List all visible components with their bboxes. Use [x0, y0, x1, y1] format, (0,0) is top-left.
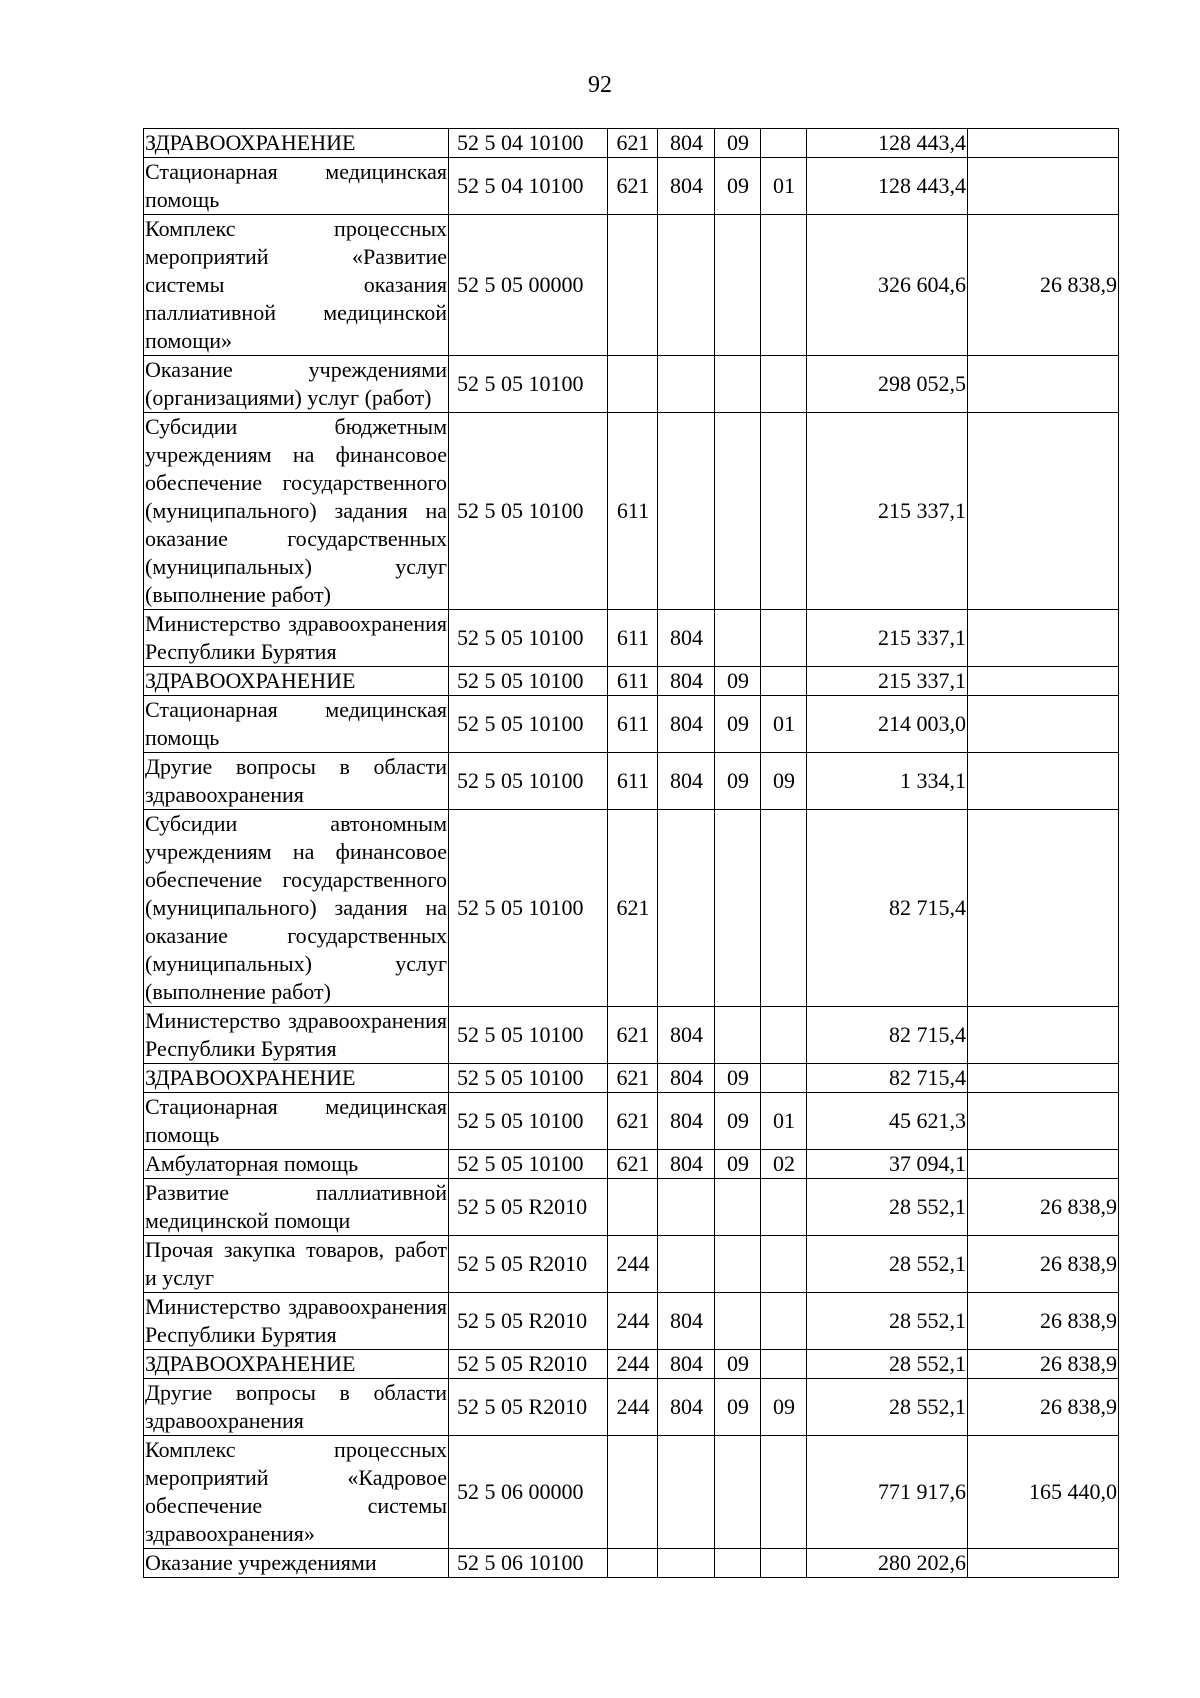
subsection-cell: 09 — [761, 753, 807, 810]
section-cell — [715, 610, 761, 667]
table-row — [144, 753, 1119, 810]
subsection-cell: 09 — [761, 1379, 807, 1436]
table-row — [144, 1379, 1119, 1436]
federal-amount-cell — [968, 1150, 1119, 1179]
target-code-cell: 52 5 05 10100 — [449, 413, 608, 610]
ministry-code-cell: 804 — [658, 1150, 715, 1179]
row-name-cell: Стационарная медицинская помощь — [144, 696, 449, 753]
amount-cell: 280 202,6 — [807, 1549, 968, 1578]
federal-amount-cell — [968, 1549, 1119, 1578]
table-row — [144, 1179, 1119, 1236]
expense-type-cell: 244 — [608, 1350, 658, 1379]
subsection-cell — [761, 1549, 807, 1578]
section-cell: 09 — [715, 129, 761, 158]
federal-amount-cell — [968, 413, 1119, 610]
amount-cell: 28 552,1 — [807, 1236, 968, 1293]
federal-amount-cell: 26 838,9 — [968, 1293, 1119, 1350]
federal-amount-cell — [968, 129, 1119, 158]
ministry-code-cell: 804 — [658, 158, 715, 215]
subsection-cell — [761, 667, 807, 696]
target-code-cell: 52 5 05 10100 — [449, 667, 608, 696]
section-cell — [715, 1179, 761, 1236]
amount-cell: 82 715,4 — [807, 1007, 968, 1064]
subsection-cell: 01 — [761, 158, 807, 215]
row-name-cell: Субсидии бюджетным учреждениям на финансовое обеспечение государственного (муниципального) задания на оказание государственных (муниципальных) услуг (выполнение работ) — [144, 413, 449, 610]
amount-cell: 28 552,1 — [807, 1293, 968, 1350]
table-row — [144, 1064, 1119, 1093]
ministry-code-cell: 804 — [658, 1064, 715, 1093]
subsection-cell — [761, 1350, 807, 1379]
target-code-cell: 52 5 05 R2010 — [449, 1379, 608, 1436]
table-row — [144, 1293, 1119, 1350]
ministry-code-cell: 804 — [658, 753, 715, 810]
federal-amount-cell — [968, 1093, 1119, 1150]
subsection-cell — [761, 1064, 807, 1093]
table-row — [144, 129, 1119, 158]
federal-amount-cell — [968, 356, 1119, 413]
federal-amount-cell: 26 838,9 — [968, 1179, 1119, 1236]
expense-type-cell: 621 — [608, 1150, 658, 1179]
ministry-code-cell: 804 — [658, 696, 715, 753]
amount-cell: 298 052,5 — [807, 356, 968, 413]
section-cell — [715, 356, 761, 413]
target-code-cell: 52 5 05 00000 — [449, 215, 608, 356]
ministry-code-cell: 804 — [658, 610, 715, 667]
subsection-cell — [761, 356, 807, 413]
table-row — [144, 1093, 1119, 1150]
federal-amount-cell — [968, 810, 1119, 1007]
expense-type-cell: 621 — [608, 1093, 658, 1150]
ministry-code-cell: 804 — [658, 1379, 715, 1436]
table-row — [144, 215, 1119, 356]
ministry-code-cell — [658, 810, 715, 1007]
expense-type-cell: 621 — [608, 129, 658, 158]
row-name-cell: ЗДРАВООХРАНЕНИЕ — [144, 1350, 449, 1379]
subsection-cell — [761, 1007, 807, 1064]
ministry-code-cell: 804 — [658, 1093, 715, 1150]
table-row — [144, 610, 1119, 667]
target-code-cell: 52 5 05 10100 — [449, 753, 608, 810]
row-name-cell: Субсидии автономным учреждениям на финансовое обеспечение государственного (муниципального) задания на оказание государственных (муниципальных) услуг (выполнение работ) — [144, 810, 449, 1007]
section-cell — [715, 215, 761, 356]
section-cell: 09 — [715, 667, 761, 696]
budget-table — [143, 128, 1119, 1578]
row-name-cell: Стационарная медицинская помощь — [144, 158, 449, 215]
section-cell — [715, 810, 761, 1007]
subsection-cell — [761, 1179, 807, 1236]
section-cell: 09 — [715, 753, 761, 810]
table-row — [144, 1007, 1119, 1064]
ministry-code-cell — [658, 1436, 715, 1549]
amount-cell: 45 621,3 — [807, 1093, 968, 1150]
table-row — [144, 810, 1119, 1007]
page-number: 92 — [588, 72, 612, 98]
expense-type-cell: 611 — [608, 667, 658, 696]
row-name-cell: Другие вопросы в области здравоохранения — [144, 753, 449, 810]
amount-cell: 82 715,4 — [807, 1064, 968, 1093]
row-name-cell: Стационарная медицинская помощь — [144, 1093, 449, 1150]
row-name-cell: Комплекс процессных мероприятий «Кадровое обеспечение системы здравоохранения» — [144, 1436, 449, 1549]
ministry-code-cell: 804 — [658, 1293, 715, 1350]
amount-cell: 128 443,4 — [807, 158, 968, 215]
target-code-cell: 52 5 05 R2010 — [449, 1236, 608, 1293]
expense-type-cell: 244 — [608, 1293, 658, 1350]
subsection-cell: 02 — [761, 1150, 807, 1179]
amount-cell: 214 003,0 — [807, 696, 968, 753]
ministry-code-cell — [658, 215, 715, 356]
row-name-cell: Министерство здравоохранения Республики Бурятия — [144, 610, 449, 667]
amount-cell: 28 552,1 — [807, 1179, 968, 1236]
section-cell: 09 — [715, 696, 761, 753]
subsection-cell — [761, 215, 807, 356]
expense-type-cell: 621 — [608, 810, 658, 1007]
ministry-code-cell — [658, 1549, 715, 1578]
amount-cell: 215 337,1 — [807, 413, 968, 610]
target-code-cell: 52 5 05 10100 — [449, 610, 608, 667]
subsection-cell — [761, 413, 807, 610]
row-name-cell: ЗДРАВООХРАНЕНИЕ — [144, 1064, 449, 1093]
ministry-code-cell: 804 — [658, 1007, 715, 1064]
federal-amount-cell — [968, 158, 1119, 215]
expense-type-cell — [608, 1549, 658, 1578]
target-code-cell: 52 5 05 10100 — [449, 356, 608, 413]
table-row — [144, 1150, 1119, 1179]
section-cell: 09 — [715, 1150, 761, 1179]
target-code-cell: 52 5 05 10100 — [449, 1064, 608, 1093]
federal-amount-cell — [968, 667, 1119, 696]
target-code-cell: 52 5 05 10100 — [449, 1150, 608, 1179]
expense-type-cell: 244 — [608, 1236, 658, 1293]
expense-type-cell: 621 — [608, 1064, 658, 1093]
target-code-cell: 52 5 06 00000 — [449, 1436, 608, 1549]
amount-cell: 1 334,1 — [807, 753, 968, 810]
expense-type-cell — [608, 215, 658, 356]
section-cell — [715, 1436, 761, 1549]
ministry-code-cell — [658, 1179, 715, 1236]
amount-cell: 28 552,1 — [807, 1350, 968, 1379]
expense-type-cell: 621 — [608, 1007, 658, 1064]
ministry-code-cell: 804 — [658, 667, 715, 696]
amount-cell: 37 094,1 — [807, 1150, 968, 1179]
ministry-code-cell: 804 — [658, 129, 715, 158]
federal-amount-cell: 26 838,9 — [968, 1350, 1119, 1379]
target-code-cell: 52 5 06 10100 — [449, 1549, 608, 1578]
expense-type-cell: 611 — [608, 696, 658, 753]
subsection-cell — [761, 129, 807, 158]
amount-cell: 28 552,1 — [807, 1379, 968, 1436]
expense-type-cell: 611 — [608, 610, 658, 667]
row-name-cell: Министерство здравоохранения Республики Бурятия — [144, 1293, 449, 1350]
section-cell — [715, 1293, 761, 1350]
section-cell — [715, 1236, 761, 1293]
ministry-code-cell — [658, 356, 715, 413]
subsection-cell: 01 — [761, 696, 807, 753]
federal-amount-cell: 165 440,0 — [968, 1436, 1119, 1549]
ministry-code-cell: 804 — [658, 1350, 715, 1379]
table-row — [144, 1549, 1119, 1578]
expense-type-cell: 611 — [608, 413, 658, 610]
row-name-cell: Оказание учреждениями — [144, 1549, 449, 1578]
row-name-cell: Амбулаторная помощь — [144, 1150, 449, 1179]
section-cell: 09 — [715, 158, 761, 215]
row-name-cell: Комплекс процессных мероприятий «Развитие системы оказания паллиативной медицинской помощи» — [144, 215, 449, 356]
row-name-cell: Оказание учреждениями (организациями) услуг (работ) — [144, 356, 449, 413]
row-name-cell: Министерство здравоохранения Республики Бурятия — [144, 1007, 449, 1064]
target-code-cell: 52 5 05 R2010 — [449, 1179, 608, 1236]
section-cell: 09 — [715, 1093, 761, 1150]
expense-type-cell — [608, 1179, 658, 1236]
table-row — [144, 667, 1119, 696]
target-code-cell: 52 5 04 10100 — [449, 158, 608, 215]
section-cell — [715, 1549, 761, 1578]
target-code-cell: 52 5 05 10100 — [449, 696, 608, 753]
target-code-cell: 52 5 05 10100 — [449, 1093, 608, 1150]
subsection-cell: 01 — [761, 1093, 807, 1150]
row-name-cell: Развитие паллиативной медицинской помощи — [144, 1179, 449, 1236]
federal-amount-cell — [968, 610, 1119, 667]
row-name-cell: ЗДРАВООХРАНЕНИЕ — [144, 129, 449, 158]
expense-type-cell — [608, 356, 658, 413]
amount-cell: 215 337,1 — [807, 667, 968, 696]
expense-type-cell: 244 — [608, 1379, 658, 1436]
federal-amount-cell — [968, 696, 1119, 753]
section-cell: 09 — [715, 1064, 761, 1093]
table-row — [144, 696, 1119, 753]
table-row — [144, 1436, 1119, 1549]
table-row — [144, 1236, 1119, 1293]
ministry-code-cell — [658, 1236, 715, 1293]
amount-cell: 326 604,6 — [807, 215, 968, 356]
table-row — [144, 158, 1119, 215]
expense-type-cell — [608, 1436, 658, 1549]
federal-amount-cell: 26 838,9 — [968, 1236, 1119, 1293]
amount-cell: 215 337,1 — [807, 610, 968, 667]
federal-amount-cell — [968, 1007, 1119, 1064]
federal-amount-cell: 26 838,9 — [968, 1379, 1119, 1436]
target-code-cell: 52 5 05 R2010 — [449, 1293, 608, 1350]
subsection-cell — [761, 1293, 807, 1350]
federal-amount-cell — [968, 753, 1119, 810]
subsection-cell — [761, 1436, 807, 1549]
subsection-cell — [761, 610, 807, 667]
amount-cell: 128 443,4 — [807, 129, 968, 158]
table-body — [144, 129, 1119, 1578]
target-code-cell: 52 5 05 10100 — [449, 1007, 608, 1064]
table-row — [144, 413, 1119, 610]
table-row — [144, 1350, 1119, 1379]
table-row — [144, 356, 1119, 413]
row-name-cell: Другие вопросы в области здравоохранения — [144, 1379, 449, 1436]
section-cell: 09 — [715, 1350, 761, 1379]
section-cell — [715, 1007, 761, 1064]
federal-amount-cell — [968, 1064, 1119, 1093]
row-name-cell: Прочая закупка товаров, работ и услуг — [144, 1236, 449, 1293]
section-cell: 09 — [715, 1379, 761, 1436]
expense-type-cell: 621 — [608, 158, 658, 215]
subsection-cell — [761, 810, 807, 1007]
amount-cell: 82 715,4 — [807, 810, 968, 1007]
row-name-cell: ЗДРАВООХРАНЕНИЕ — [144, 667, 449, 696]
ministry-code-cell — [658, 413, 715, 610]
subsection-cell — [761, 1236, 807, 1293]
target-code-cell: 52 5 04 10100 — [449, 129, 608, 158]
section-cell — [715, 413, 761, 610]
target-code-cell: 52 5 05 R2010 — [449, 1350, 608, 1379]
target-code-cell: 52 5 05 10100 — [449, 810, 608, 1007]
expense-type-cell: 611 — [608, 753, 658, 810]
federal-amount-cell: 26 838,9 — [968, 215, 1119, 356]
amount-cell: 771 917,6 — [807, 1436, 968, 1549]
